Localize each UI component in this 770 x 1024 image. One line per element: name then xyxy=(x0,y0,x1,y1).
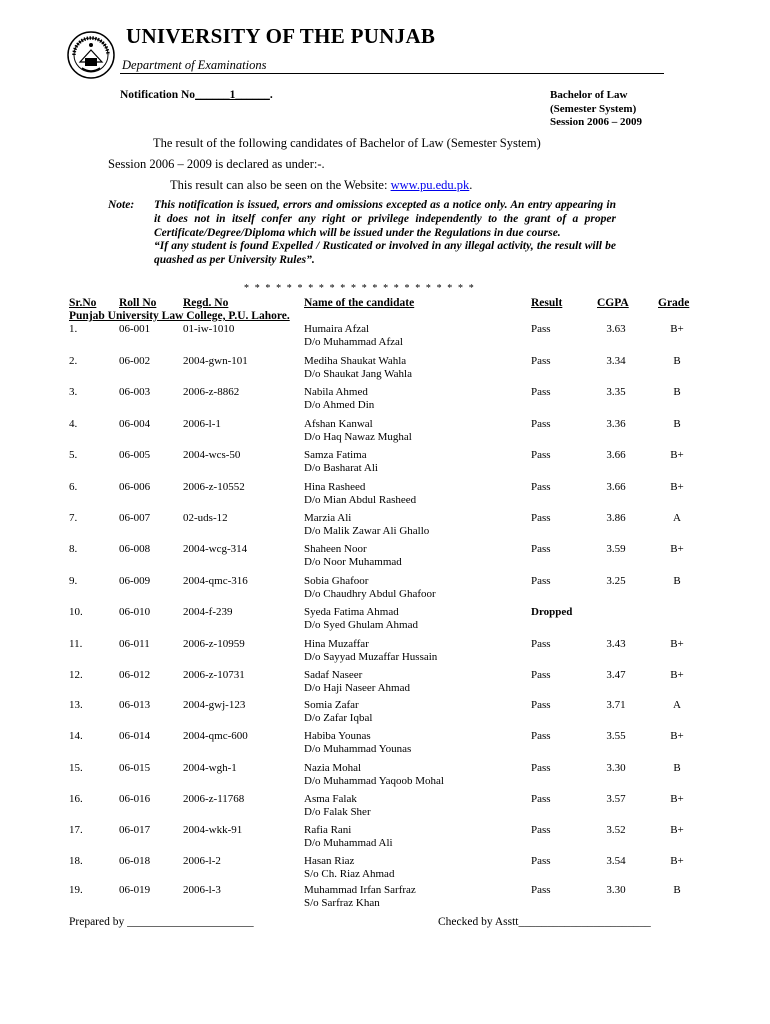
university-title: UNIVERSITY OF THE PUNJAB xyxy=(126,24,436,48)
note-text-warning: “If any student is found Expelled / Rusticated or involved in any illegal activity, the result will be quashed as per University Rules”. xyxy=(154,240,616,267)
website-link[interactable]: www.pu.edu.pk xyxy=(390,178,470,192)
result-cell: Pass xyxy=(531,386,551,398)
candidate-parent-name: D/o Chaudhry Abdul Ghafoor xyxy=(304,588,436,600)
table-row xyxy=(0,884,770,914)
roll-no-cell: 06-012 xyxy=(119,669,151,681)
result-cell: Pass xyxy=(531,669,551,681)
roll-no-cell: 06-011 xyxy=(119,638,150,650)
cgpa-cell: 3.66 xyxy=(606,481,626,493)
sr-no-cell: 11. xyxy=(69,638,83,650)
table-row xyxy=(0,449,770,479)
candidate-name-cell xyxy=(304,512,429,538)
candidate-parent-name: D/o Haq Nawaz Mughal xyxy=(304,431,412,443)
roll-no-cell: 06-019 xyxy=(119,884,151,896)
cgpa-cell: 3.71 xyxy=(606,699,626,711)
candidate-name: Rafia Rani xyxy=(304,824,352,836)
candidate-name-cell xyxy=(304,793,371,819)
regd-no-cell: 2006-z-8862 xyxy=(183,386,240,398)
sr-no-cell: 13. xyxy=(69,699,83,711)
grade-cell: B+ xyxy=(670,323,684,335)
candidate-parent-name: D/o Muhammad Yaqoob Mohal xyxy=(304,775,444,787)
grade-cell: A xyxy=(673,699,681,711)
grade-cell: B+ xyxy=(670,481,684,493)
regd-no-cell: 2006-z-10552 xyxy=(183,481,245,493)
candidate-name-cell xyxy=(304,855,394,881)
sr-no-cell: 7. xyxy=(69,512,78,524)
roll-no-cell: 06-006 xyxy=(119,481,151,493)
candidate-name: Hina Rasheed xyxy=(304,481,366,493)
candidate-name-cell xyxy=(304,730,411,756)
candidate-name: Shaheen Noor xyxy=(304,543,367,555)
table-row xyxy=(0,575,770,605)
roll-no-cell: 06-018 xyxy=(119,855,151,867)
sr-no-cell: 12. xyxy=(69,669,83,681)
regd-no-cell: 2004-wkk-91 xyxy=(183,824,243,836)
intro-line-1: The result of the following candidates of Bachelor of Law (Semester System) xyxy=(153,136,541,150)
sr-no-cell: 19. xyxy=(69,884,83,896)
roll-no-cell: 06-005 xyxy=(119,449,151,461)
header-sr-no: Sr.No xyxy=(69,297,97,309)
cgpa-cell: 3.30 xyxy=(606,884,626,896)
candidate-parent-name: D/o Shaukat Jang Wahla xyxy=(304,368,412,380)
table-row xyxy=(0,699,770,729)
candidate-name: Habiba Younas xyxy=(304,730,371,742)
candidate-name-cell xyxy=(304,606,418,632)
result-cell: Pass xyxy=(531,884,551,896)
notification-number-value: ______1______ xyxy=(195,89,270,101)
cgpa-cell: 3.36 xyxy=(606,418,626,430)
table-row xyxy=(0,323,770,353)
prepared-by: Prepared by ______________________ xyxy=(69,916,254,928)
candidate-name: Afshan Kanwal xyxy=(304,418,373,430)
candidate-name: Mediha Shaukat Wahla xyxy=(304,355,407,367)
roll-no-cell: 06-009 xyxy=(119,575,151,587)
candidate-parent-name: D/o Sayyad Muzaffar Hussain xyxy=(304,651,438,663)
grade-cell: B+ xyxy=(670,855,684,867)
result-cell: Pass xyxy=(531,575,551,587)
sr-no-cell: 18. xyxy=(69,855,83,867)
candidate-name: Nabila Ahmed xyxy=(304,386,368,398)
header-candidate-name: Name of the candidate xyxy=(304,297,415,309)
header-roll-no: Roll No xyxy=(119,297,157,309)
result-cell: Pass xyxy=(531,793,551,805)
result-cell: Pass xyxy=(531,699,551,711)
table-row xyxy=(0,543,770,573)
candidate-parent-name: D/o Muhammad Ali xyxy=(304,837,393,849)
candidate-name: Marzia Ali xyxy=(304,512,352,524)
roll-no-cell: 06-001 xyxy=(119,323,151,335)
candidate-name: Syeda Fatima Ahmad xyxy=(304,606,399,618)
result-cell: Pass xyxy=(531,512,551,524)
header-grade: Grade xyxy=(658,297,690,309)
result-cell: Pass xyxy=(531,638,551,650)
table-row xyxy=(0,824,770,854)
roll-no-cell: 06-007 xyxy=(119,512,151,524)
candidate-name-cell xyxy=(304,638,437,664)
candidate-parent-name: D/o Ahmed Din xyxy=(304,399,375,411)
header-divider xyxy=(120,73,664,74)
candidate-name: Humaira Afzal xyxy=(304,323,370,335)
program-system: (Semester System) xyxy=(550,102,637,115)
result-cell: Pass xyxy=(531,355,551,367)
candidate-name-cell xyxy=(304,449,378,475)
roll-no-cell: 06-016 xyxy=(119,793,151,805)
sr-no-cell: 9. xyxy=(69,575,78,587)
candidate-name: Nazia Mohal xyxy=(304,762,362,774)
candidate-name: Sadaf Naseer xyxy=(304,669,363,681)
result-cell: Pass xyxy=(531,418,551,430)
candidate-name-cell xyxy=(304,824,393,850)
note-body xyxy=(154,199,616,268)
cgpa-cell: 3.35 xyxy=(606,386,626,398)
cgpa-cell: 3.63 xyxy=(606,323,626,335)
table-row xyxy=(0,606,770,636)
regd-no-cell: 2006-z-10731 xyxy=(183,669,245,681)
candidate-name: Hasan Riaz xyxy=(304,855,355,867)
regd-no-cell: 2004-wgh-1 xyxy=(183,762,237,774)
table-row xyxy=(0,793,770,823)
sr-no-cell: 6. xyxy=(69,481,78,493)
cgpa-cell: 3.30 xyxy=(606,762,626,774)
sr-no-cell: 8. xyxy=(69,543,78,555)
sr-no-cell: 17. xyxy=(69,824,83,836)
candidate-parent-name: D/o Muhammad Afzal xyxy=(304,336,403,348)
result-cell: Pass xyxy=(531,824,551,836)
candidate-name-cell xyxy=(304,323,403,349)
candidate-name-cell xyxy=(304,669,410,695)
cgpa-cell: 3.47 xyxy=(606,669,626,681)
note-text-disclaimer: This notification is issued, errors and omissions excepted as a notice only. An entry appearing in it does not in itself confer any right or privilege independently to the grant of a proper Certificate/Degree/Diploma which will be issued under the Regulations in due course. xyxy=(154,199,616,239)
roll-no-cell: 06-004 xyxy=(119,418,151,430)
grade-cell: B+ xyxy=(670,449,684,461)
regd-no-cell: 2004-wcg-314 xyxy=(183,543,248,555)
intro-line-2: Session 2006 – 2009 is declared as under:-. xyxy=(108,157,325,171)
result-cell: Pass xyxy=(531,730,551,742)
table-row xyxy=(0,669,770,699)
regd-no-cell: 02-uds-12 xyxy=(183,512,228,524)
candidate-parent-name: D/o Mian Abdul Rasheed xyxy=(304,494,417,506)
note-label: Note: xyxy=(108,199,135,211)
table-row xyxy=(0,762,770,792)
roll-no-cell: 06-014 xyxy=(119,730,151,742)
cgpa-cell: 3.34 xyxy=(606,355,626,367)
grade-cell: B+ xyxy=(670,793,684,805)
regd-no-cell: 2004-gwj-123 xyxy=(183,699,246,711)
result-cell: Pass xyxy=(531,855,551,867)
candidate-parent-name: D/o Noor Muhammad xyxy=(304,556,402,568)
candidate-parent-name: D/o Basharat Ali xyxy=(304,462,378,474)
regd-no-cell: 2004-gwn-101 xyxy=(183,355,248,367)
sr-no-cell: 2. xyxy=(69,355,78,367)
sr-no-cell: 4. xyxy=(69,418,78,430)
roll-no-cell: 06-010 xyxy=(119,606,151,618)
candidate-parent-name: D/o Malik Zawar Ali Ghallo xyxy=(304,525,430,537)
sr-no-cell: 15. xyxy=(69,762,83,774)
grade-cell: B xyxy=(673,386,681,398)
table-row xyxy=(0,355,770,385)
table-row xyxy=(0,512,770,542)
sr-no-cell: 3. xyxy=(69,386,78,398)
sr-no-cell: 14. xyxy=(69,730,83,742)
candidate-parent-name: D/o Falak Sher xyxy=(304,806,371,818)
cgpa-cell: 3.52 xyxy=(606,824,626,836)
roll-no-cell: 06-015 xyxy=(119,762,151,774)
roll-no-cell: 06-008 xyxy=(119,543,151,555)
candidate-parent-name: S/o Sarfraz Khan xyxy=(304,897,380,909)
cgpa-cell: 3.59 xyxy=(606,543,626,555)
cgpa-cell: 3.25 xyxy=(606,575,626,587)
roll-no-cell: 06-013 xyxy=(119,699,151,711)
candidate-parent-name: D/o Haji Naseer Ahmad xyxy=(304,682,410,694)
regd-no-cell: 2006-z-10959 xyxy=(183,638,245,650)
cgpa-cell: 3.57 xyxy=(606,793,626,805)
roll-no-cell: 06-003 xyxy=(119,386,151,398)
college-name: Punjab University Law College, P.U. Lahore. xyxy=(69,310,290,322)
candidate-name-cell xyxy=(304,481,416,507)
sr-no-cell: 16. xyxy=(69,793,83,805)
result-cell: Pass xyxy=(531,449,551,461)
candidate-parent-name: D/o Zafar Iqbal xyxy=(304,712,373,724)
candidate-name-cell xyxy=(304,355,412,381)
candidate-name-cell xyxy=(304,699,372,725)
grade-cell: B+ xyxy=(670,669,684,681)
candidate-parent-name: D/o Syed Ghulam Ahmad xyxy=(304,619,418,631)
candidate-name: Somia Zafar xyxy=(304,699,359,711)
cgpa-cell: 3.66 xyxy=(606,449,626,461)
candidate-name: Muhammad Irfan Sarfraz xyxy=(304,884,416,896)
star-separator: * * * * * * * * * * * * * * * * * * * * * * xyxy=(244,283,476,294)
grade-cell: B xyxy=(673,355,681,367)
regd-no-cell: 2006-l-2 xyxy=(183,855,221,867)
university-seal-logo xyxy=(66,30,116,80)
sr-no-cell: 1. xyxy=(69,323,78,335)
grade-cell: B xyxy=(673,418,681,430)
grade-cell: A xyxy=(673,512,681,524)
cgpa-cell: 3.86 xyxy=(606,512,626,524)
checked-by: Checked by Asstt_______________________ xyxy=(438,916,651,928)
department-name: Department of Examinations xyxy=(122,58,267,72)
regd-no-cell: 01-iw-1010 xyxy=(183,323,235,335)
intro-line-3: This result can also be seen on the Website: www.pu.edu.pk. xyxy=(170,178,473,192)
grade-cell: B+ xyxy=(670,730,684,742)
roll-no-cell: 06-002 xyxy=(119,355,151,367)
table-row xyxy=(0,481,770,511)
result-cell: Pass xyxy=(531,762,551,774)
regd-no-cell: 2006-z-11768 xyxy=(183,793,245,805)
table-row xyxy=(0,638,770,668)
notification-number: Notification No______1______. xyxy=(120,89,273,101)
candidate-name-cell xyxy=(304,762,444,788)
header-regd-no: Regd. No xyxy=(183,297,229,309)
sr-no-cell: 10. xyxy=(69,606,83,618)
table-row xyxy=(0,386,770,416)
regd-no-cell: 2006-l-1 xyxy=(183,418,221,430)
sr-no-cell: 5. xyxy=(69,449,78,461)
result-cell: Pass xyxy=(531,323,551,335)
candidate-name: Sobia Ghafoor xyxy=(304,575,369,587)
candidate-name: Hina Muzaffar xyxy=(304,638,369,650)
result-cell: Pass xyxy=(531,543,551,555)
header-cgpa: CGPA xyxy=(597,297,629,309)
regd-no-cell: 2004-f-239 xyxy=(183,606,233,618)
table-row xyxy=(0,730,770,760)
cgpa-cell: 3.54 xyxy=(606,855,626,867)
grade-cell: B+ xyxy=(670,638,684,650)
candidate-name-cell xyxy=(304,418,412,444)
regd-no-cell: 2004-qmc-316 xyxy=(183,575,248,587)
cgpa-cell: 3.43 xyxy=(606,638,626,650)
roll-no-cell: 06-017 xyxy=(119,824,151,836)
candidate-name-cell xyxy=(304,575,436,601)
candidate-name-cell xyxy=(304,386,374,412)
table-row xyxy=(0,855,770,885)
candidate-parent-name: D/o Muhammad Younas xyxy=(304,743,412,755)
candidate-name: Asma Falak xyxy=(304,793,357,805)
result-cell: Dropped xyxy=(531,606,573,618)
grade-cell: B xyxy=(673,762,681,774)
cgpa-cell: 3.55 xyxy=(606,730,626,742)
grade-cell: B+ xyxy=(670,543,684,555)
candidate-name-cell xyxy=(304,543,402,569)
result-cell: Pass xyxy=(531,481,551,493)
grade-cell: B xyxy=(673,575,681,587)
grade-cell: B xyxy=(673,884,681,896)
table-row xyxy=(0,418,770,448)
program-info xyxy=(550,89,642,130)
candidate-name: Samza Fatima xyxy=(304,449,367,461)
header-result: Result xyxy=(531,297,563,309)
candidate-name-cell xyxy=(304,884,416,910)
candidate-parent-name: S/o Ch. Riaz Ahmad xyxy=(304,868,395,880)
regd-no-cell: 2006-l-3 xyxy=(183,884,221,896)
program-session: Session 2006 – 2009 xyxy=(550,116,642,128)
regd-no-cell: 2004-qmc-600 xyxy=(183,730,248,742)
regd-no-cell: 2004-wcs-50 xyxy=(183,449,241,461)
grade-cell: B+ xyxy=(670,824,684,836)
program-name: Bachelor of Law xyxy=(550,89,628,101)
